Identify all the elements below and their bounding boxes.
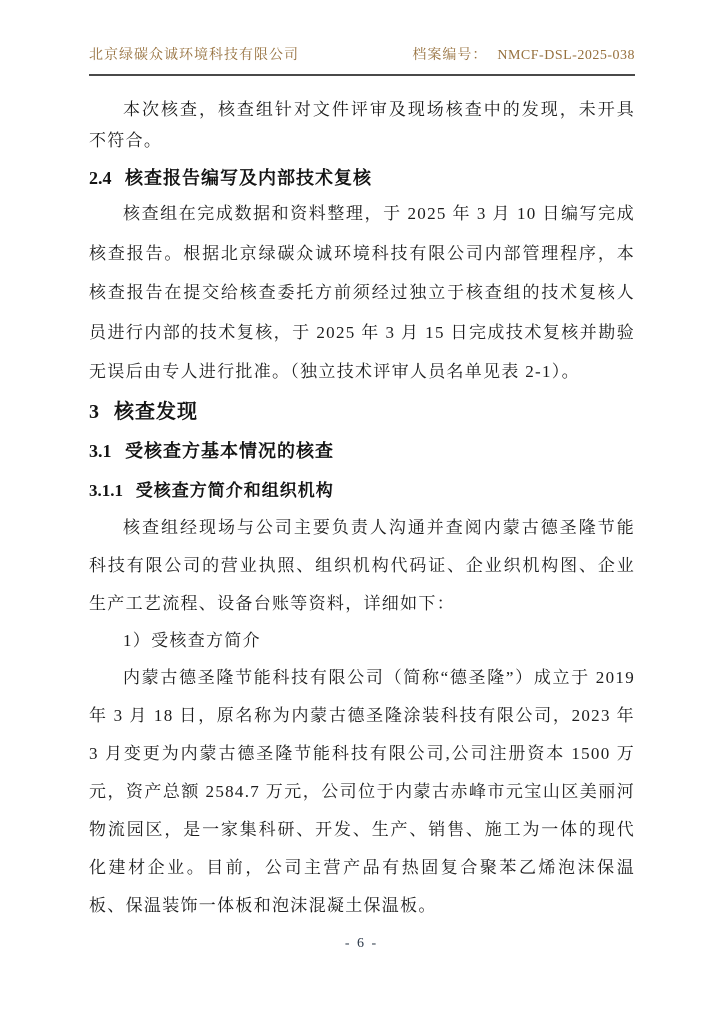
paragraph-carryover: 本次核查，核查组针对文件评审及现场核查中的发现，未开具不符合。 bbox=[89, 100, 635, 150]
header-archive-group bbox=[412, 44, 635, 64]
heading-number: 3.1 bbox=[89, 440, 112, 461]
list-item-company-intro: 1）受核查方简介 bbox=[123, 630, 261, 650]
heading-title: 核查报告编写及内部技术复核 bbox=[125, 168, 372, 188]
heading-section-3-1-1 bbox=[89, 478, 635, 503]
document-footer bbox=[0, 936, 723, 952]
heading-title: 核查发现 bbox=[114, 400, 198, 423]
paragraph-site-review: 核查组经现场与公司主要负责人沟通并查阅内蒙古德圣隆节能科技有限公司的营业执照、组织机构代码证、企业织机构图、企业生产工艺流程、设备台账等资料，详细如下： bbox=[89, 517, 635, 613]
heading-number: 3 bbox=[89, 400, 99, 423]
archive-label: 档案编号： bbox=[412, 48, 488, 63]
header-company-name: 北京绿碳众诚环境科技有限公司 bbox=[89, 48, 299, 63]
heading-section-3 bbox=[89, 398, 635, 426]
heading-number: 2.4 bbox=[89, 168, 112, 188]
page-number: - 6 - bbox=[344, 936, 379, 951]
heading-section-2-4 bbox=[89, 165, 635, 191]
heading-title: 受核查方基本情况的核查 bbox=[125, 440, 334, 461]
paragraph-company-profile: 内蒙古德圣隆节能科技有限公司（简称“德圣隆”）成立于 2019 年 3 月 18 日，原名称为内蒙古德圣隆涂装科技有限公司，2023 年 3 月变更为内蒙古德圣隆节能科技有限公司,公司注册资本 1500 万元，资产总额 2584.7 万元，公司位于内蒙古赤峰市元宝山区美丽河物流园区，是一家集科研、开发、生产、销售、施工为一体的现代化建材企业。目前，公司主营产品有热固复合聚苯乙烯泡沫保温板、保温装饰一体板和泡沫混凝土保温板。 bbox=[89, 667, 635, 915]
document-header bbox=[89, 44, 635, 76]
heading-title: 受核查方简介和组织机构 bbox=[135, 480, 334, 500]
heading-section-3-1 bbox=[89, 438, 635, 464]
document-body bbox=[89, 94, 635, 925]
archive-number: NMCF-DSL-2025-038 bbox=[497, 48, 635, 63]
heading-number: 3.1.1 bbox=[89, 480, 123, 500]
paragraph-report-writing: 核查组在完成数据和资料整理，于 2025 年 3 月 10 日编写完成核查报告。根据北京绿碳众诚环境科技有限公司内部管理程序，本核查报告在提交给核查委托方前须经过独立于核查组的技术复核人员进行内部的技术复核，于 2025 年 3 月 15 日完成技术复核并勘验无误后由专人进行批准。（独立技术评审人员名单见表 2-1）。 bbox=[89, 204, 635, 381]
